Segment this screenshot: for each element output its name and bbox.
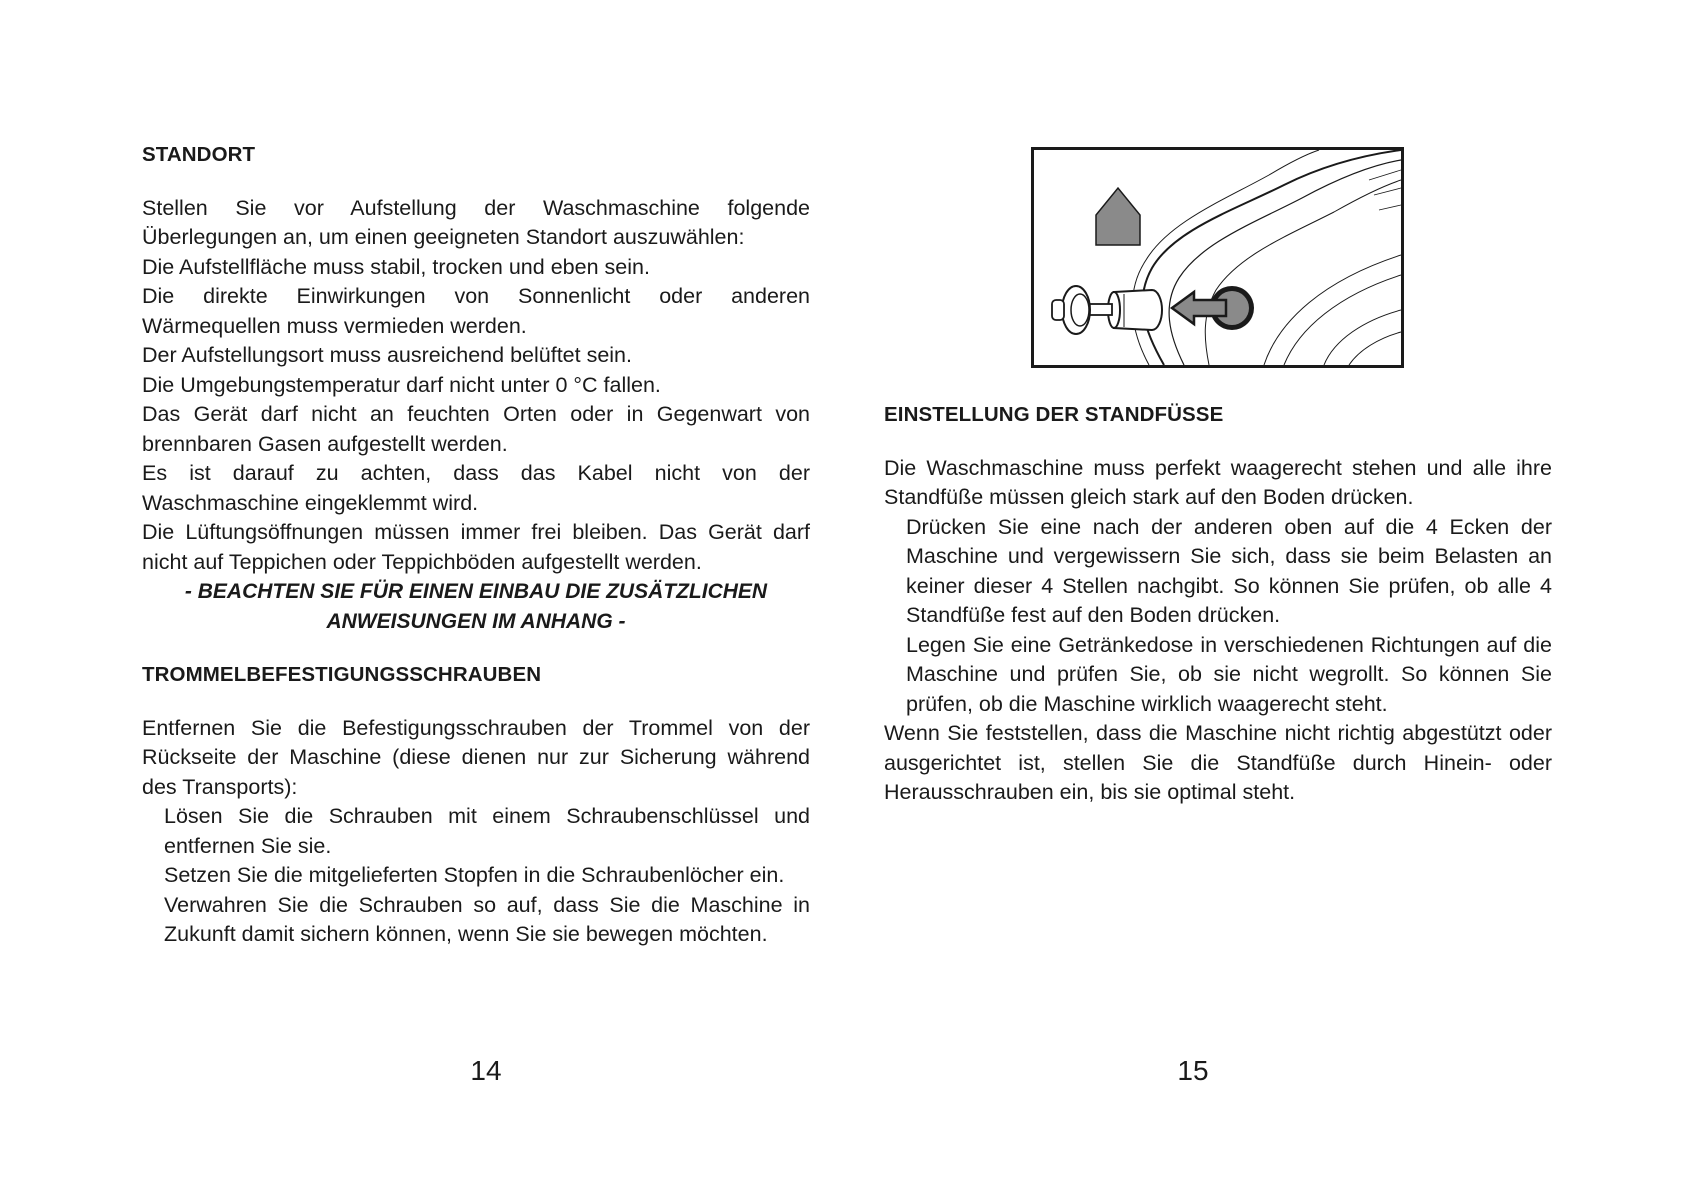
- trommel-step: Setzen Sie die mitgelieferten Stopfen in die Schraubenlöcher ein.: [164, 863, 785, 887]
- standort-paragraph: Die Umgebungstemperatur darf nicht unter 0 °C fallen.: [142, 372, 661, 397]
- leveling-foot-illustration: [1031, 147, 1404, 368]
- standfuesse-closing: Wenn Sie feststellen, dass die Maschine nicht richtig abgestützt oder ausgerichtet ist, stellen Sie die Standfüße durch Hinein- oder Herausschrauben ein, bis sie optimal steht.: [884, 721, 1552, 804]
- standfuesse-step: Legen Sie eine Getränkedose in verschiedenen Richtungen auf die Maschine und prüfen Sie, ob sie nicht wegrollt. So können Sie prüfen, ob die Maschine wirklich waagerecht steht.: [906, 632, 1552, 716]
- page-number-left: 14: [470, 1055, 502, 1086]
- leveling-foot-drawing: [1034, 150, 1401, 365]
- trommel-heading: TROMMELBEFESTIGUNGSSCHRAUBEN: [142, 663, 542, 686]
- installation-note-line: ANWEISUNGEN IM ANHANG -: [326, 609, 626, 633]
- standort-paragraph: Es ist darauf zu achten, dass das Kabel nicht von der Waschmaschine eingeklemmt wird.: [142, 461, 810, 515]
- standort-paragraph: Der Aufstellungsort muss ausreichend belüftet sein.: [142, 343, 632, 367]
- standort-heading: STANDORT: [142, 143, 256, 166]
- page-number-right: 15: [1177, 1055, 1209, 1086]
- trommel-step: Lösen Sie die Schrauben mit einem Schraubenschlüssel und entfernen Sie sie.: [164, 804, 810, 858]
- standort-paragraph: Das Gerät darf nicht an feuchten Orten oder in Gegenwart von brennbaren Gasen aufgestellt werden.: [142, 402, 810, 456]
- standfuesse-step: Drücken Sie eine nach der anderen oben auf die 4 Ecken der Maschine und vergewissern Sie sich, dass sie beim Belasten an keiner dieser 4 Stellen nachgibt. So können Sie prüfen, ob alle 4 Standfüße fest auf den Boden drücken.: [906, 514, 1552, 627]
- standfuesse-heading: EINSTELLUNG DER STANDFÜSSE: [884, 403, 1224, 426]
- standort-paragraph: Die Aufstellfläche muss stabil, trocken und eben sein.: [142, 254, 650, 279]
- left-page-column: [142, 140, 810, 950]
- installation-note-line: - BEACHTEN SIE FÜR EINEN EINBAU DIE ZUSÄTZLICHEN: [184, 580, 768, 603]
- standfuesse-intro: Die Waschmaschine muss perfekt waagerecht stehen und alle ihre Standfüße müssen gleich stark auf den Boden drücken.: [884, 455, 1552, 509]
- standort-paragraph: Stellen Sie vor Aufstellung der Waschmaschine folgende Überlegungen an, um einen geeigneten Standort auszuwählen:: [142, 195, 810, 249]
- right-page-column: [884, 400, 1552, 808]
- trommel-intro: Entfernen Sie die Befestigungsschrauben der Trommel von der Rückseite der Maschine (diese dienen nur zur Sicherung während des Transports):: [142, 715, 810, 799]
- standort-paragraph: Die Lüftungsöffnungen müssen immer frei bleiben. Das Gerät darf nicht auf Teppichen oder Teppichböden aufgestellt werden.: [142, 520, 810, 574]
- standort-paragraph: Die direkte Einwirkungen von Sonnenlicht oder anderen Wärmequellen muss vermieden werden.: [142, 284, 810, 338]
- trommel-step: Verwahren Sie die Schrauben so auf, dass Sie die Maschine in Zukunft damit sichern können, wenn Sie sie bewegen möchten.: [164, 892, 810, 946]
